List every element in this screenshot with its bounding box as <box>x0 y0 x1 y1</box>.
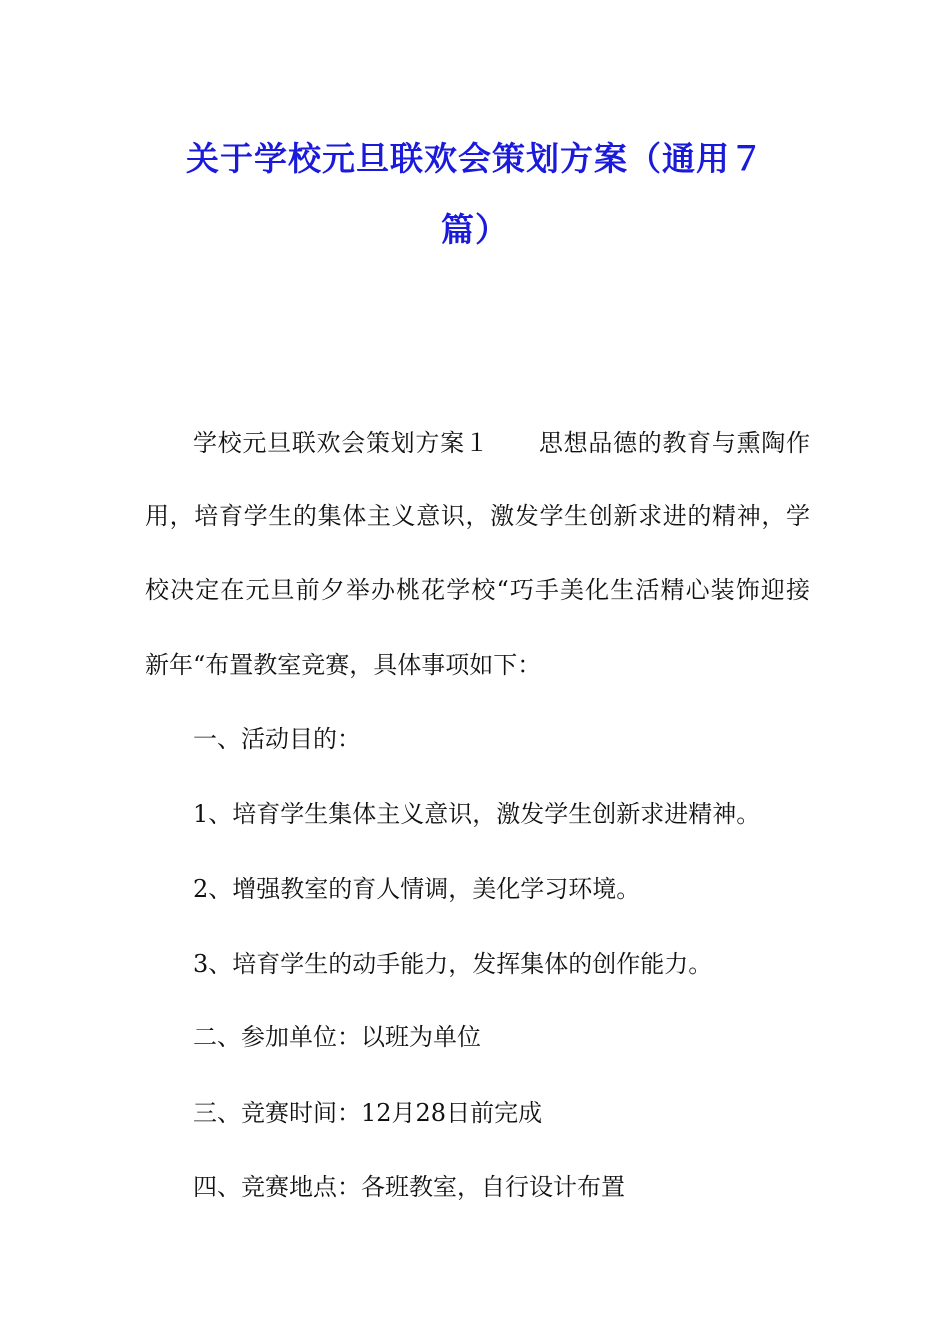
paragraph-line: 学校元旦联欢会策划方案１ 思想品德的教育与熏陶作 <box>193 429 810 457</box>
paragraph-line: 校决定在元旦前夕举办桃花学校“巧手美化生活精心装饰迎接 <box>145 576 810 604</box>
section-heading: 四、竞赛地点：各班教室，自行设计布置 <box>193 1173 625 1201</box>
section-heading: 二、参加单位：以班为单位 <box>193 1023 481 1051</box>
list-item: 1、培育学生集体主义意识，激发学生创新求进精神。 <box>193 800 761 828</box>
paragraph-line: 用，培育学生的集体主义意识，激发学生创新求进的精神，学 <box>145 502 810 530</box>
document-title-line-2: 篇） <box>441 210 509 249</box>
document-title-line-1: 关于学校元旦联欢会策划方案（通用７ <box>186 139 764 178</box>
section-heading: 三、竞赛时间：12月28日前完成 <box>193 1099 543 1127</box>
list-item: 2、增强教室的育人情调，美化学习环境。 <box>193 875 641 903</box>
section-heading: 一、活动目的： <box>193 725 361 753</box>
paragraph-line: 新年“布置教室竞赛，具体事项如下： <box>145 651 542 679</box>
list-item: 3、培育学生的动手能力，发挥集体的创作能力。 <box>193 950 713 978</box>
